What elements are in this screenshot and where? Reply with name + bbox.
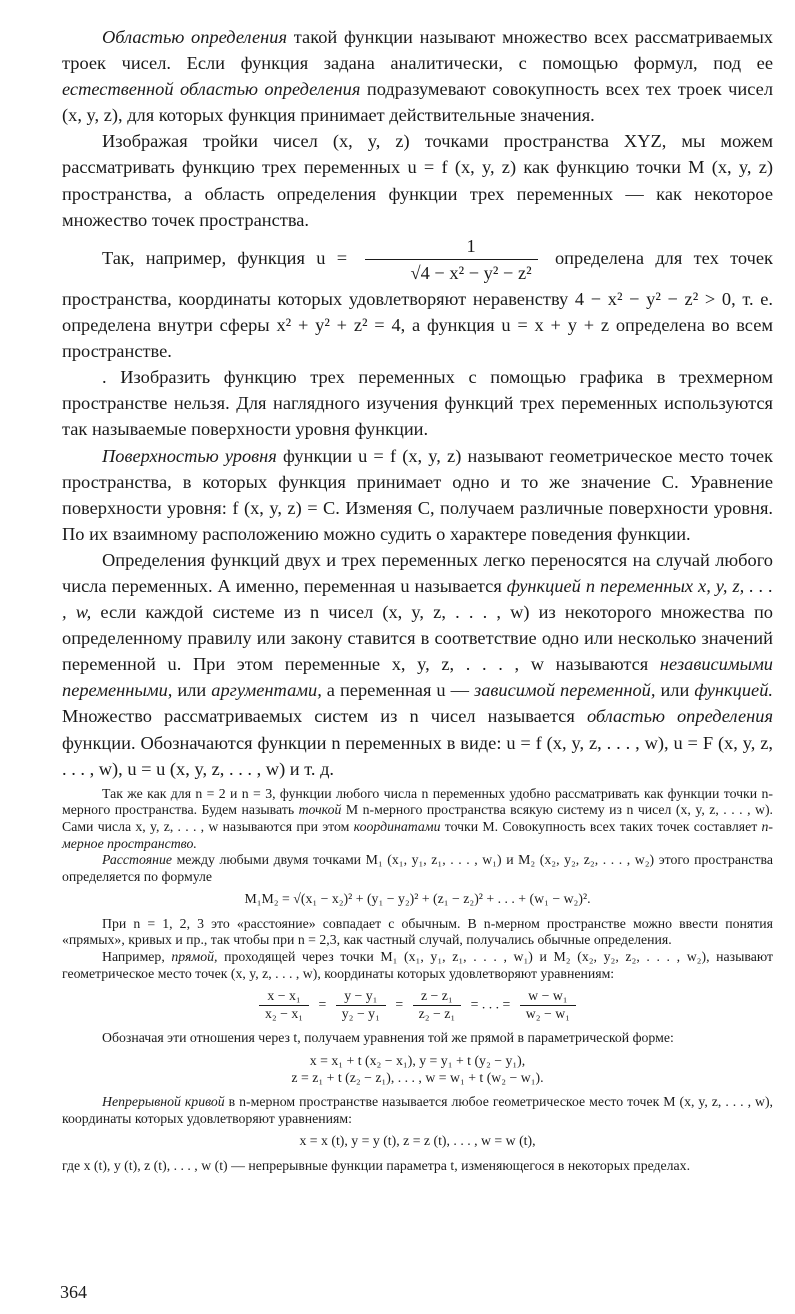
italic-term: функцией n переменных x, y, z, . . . , w, [62,575,773,623]
italic-term: Поверхностью уровня [102,445,277,466]
text-run: функции u = f (x, y, z) называют геометрическое место точек пространства, в которых функция принимает одно и то же значение C. Уравнение поверхности уровня: f (x, y, z) = C. Изменяя C, получаем различные поверхности уровня. По их взаимному расположению можно судить о характере поведения функции. [62,445,773,544]
small-paragraph-n-dimensional-space [62,786,773,852]
text-run: M n-мерного пространства всякую систему из n чисел (x, y, z, . . . , w). Сами числа x, y, z, . . . , w называются при этом [62,802,773,834]
small-paragraph-parametric-intro: Обозначая эти отношения через t, получаем уравнения той же прямой в параметрической форме: [102,1030,674,1046]
example-fraction [365,233,538,286]
small-paragraph-curve-remark: где x (t), y (t), z (t), . . . , w (t) — непрерывные функции параметра t, изменяющегося в некоторых пределах. [62,1158,691,1173]
example-fraction-denominator: √4 − x² − y² − z² [365,259,538,286]
formula-parametric-line-2: z = z₁ + t (z₂ − z₁), . . . , w = w₁ + t (w₂ − w₁). [291,1069,544,1085]
ellipsis-equals: = . . . = [470,996,511,1012]
fraction-denominator: x₂ − x₁ [259,1005,309,1023]
fraction-denominator: z₂ − z₁ [413,1005,462,1023]
fraction-numerator: w − w₁ [528,988,568,1004]
italic-term: Расстояние [102,852,173,868]
formula-parametric [62,1053,773,1086]
line-fraction-y [336,988,386,1022]
text-run: точки M. Совокупность всех таких точек составляет [440,818,762,834]
formula-distance: M₁M₂ = √(x₁ − x₂)² + (y₁ − y₂)² + (z₁ − z₂)² + . . . + (w₁ − w₂)². [244,891,591,907]
paragraph-triples-as-points: Изображая тройки чисел (x, y, z) точками пространства XYZ, мы можем рассматривать функцию трех переменных u = f (x, y, z) как функцию точки M (x, y, z) пространства, а область определения функции трех переменных — как некоторое множество точек пространства. [62,131,773,230]
italic-term: Областью определения [102,27,288,47]
text-run: в n-мерном пространстве называется любое геометрическое место точек M (x, y, z, . . . , w), координаты которых удовлетворяют уравнениям: [62,1094,773,1126]
text-run: Множество рассматриваемых систем из n чисел называется [62,706,587,727]
line-fraction-w [520,988,576,1022]
paragraph-domain-definition [62,24,773,128]
italic-term: координатами [353,818,441,834]
paragraph-level-surface-definition [62,443,773,547]
paragraph-level-surfaces-intro: . Изобразить функцию трех переменных с помощью графика в трехмерном пространстве нельзя. Для наглядного изучения функций трех переменных используются так называемые поверхности уровня функции. [62,367,773,440]
small-paragraph-continuous-curve [62,1094,773,1127]
italic-term: прямой, [171,949,218,965]
fraction-numerator: x − x₁ [267,988,301,1004]
italic-term: n-мерное пространство. [62,818,773,851]
example-fraction-numerator: 1 [466,235,476,256]
text-run: подразумевают совокупность всех тех троек чисел (x, y, z), для которых функция принимает действительные значения. [62,79,773,126]
formula-line-canonical [62,988,773,1022]
small-paragraph-line-definition [62,949,773,982]
example-text-before: Так, например, функция u = [102,247,348,268]
page-number: 364 [60,1282,87,1302]
italic-term: естественной областью определения [62,79,361,100]
text-run: Определения функций двух и трех переменных легко переносятся на случай любого числа переменных. А именно, переменная u называется [62,549,773,596]
formula-curve: x = x (t), y = y (t), z = z (t), . . . , w = w (t), [299,1133,536,1149]
text-run: или [655,680,695,701]
line-fraction-z [413,988,462,1022]
text-run: проходящей через точки M₁ (x₁, y₁, z₁, . . . , w₁) и M₂ (x₂, y₂, z₂, . . . , w₂), называют геометрическое место точек (x, y, z, . . . , w), координаты которых удовлетворяют уравнениям: [62,949,773,981]
text-run: такой функции называют множество всех рассматриваемых троек чисел. Если функция задана аналитически, с помощью формул, под ее [62,27,774,74]
example-text-after: определена для тех точек пространства, координаты которых удовлетворяют неравенству 4 − x² − y² − z² > 0, т. е. определена внутри сферы x² + y² + z² = 4, а функция u = x + y + z определена во всем пространстве. [62,247,773,362]
text-run: функции. Обозначаются функции n переменных в виде: u = f (x, y, z, . . . , w), u = F (x, y, z, . . . , w), u = u (x, y, z, . . . , w) и т. д. [62,732,773,779]
small-paragraph-distance [62,852,773,885]
italic-term: Непрерывной кривой [102,1094,225,1110]
italic-term: областью определения [586,706,774,727]
text-run: между любыми двумя точками M₁ (x₁, y₁, z₁, . . . , w₁) и M₂ (x₂, y₂, z₂, . . . , w₂) этого пространства определяется по формуле [62,852,773,884]
equals-sign: = [395,996,404,1012]
paragraph-example-sphere [62,233,773,364]
line-fraction-x [259,988,309,1022]
fraction-denominator: w₂ − w₁ [520,1005,576,1023]
italic-term: независимыми переменными, [62,654,773,701]
paragraph-n-variables [62,547,773,782]
text-run: Так же как для n = 2 и n = 3, функции любого числа n переменных удобно рассматривать как функции точки n-мерного пространства. Будем называть [62,785,773,818]
fraction-numerator: y − y₁ [344,988,378,1004]
text-run: Например, [102,949,172,965]
fraction-numerator: z − z₁ [420,988,453,1004]
italic-term: аргументами, [211,680,322,701]
formula-parametric-line-1: x = x₁ + t (x₂ − x₁), y = y₁ + t (y₂ − y₁), [309,1053,526,1069]
italic-term: зависимой переменной, [474,680,656,701]
small-paragraph-distance-remark: При n = 1, 2, 3 это «расстояние» совпадает с обычным. В n-мерном пространстве можно ввести понятия «прямых», кривых и пр., так чтобы при n = 2,3, как частный случай, получались обычные определения. [62,915,773,948]
text-run: или [172,680,212,701]
text-run: а переменная u — [321,680,475,701]
equals-sign: = [318,996,327,1012]
italic-term: функцией. [694,680,774,701]
page-body [62,24,773,1175]
text-run: если каждой системе из n чисел (x, y, z, . . . , w) из некоторого множества по определенному правилу или закону ставится в соответствие одно или несколько значений переменной u. При этом переменные x, y, z, . . . , w называются [62,602,773,675]
fraction-denominator: y₂ − y₁ [336,1005,386,1023]
italic-term: точкой [298,802,342,818]
